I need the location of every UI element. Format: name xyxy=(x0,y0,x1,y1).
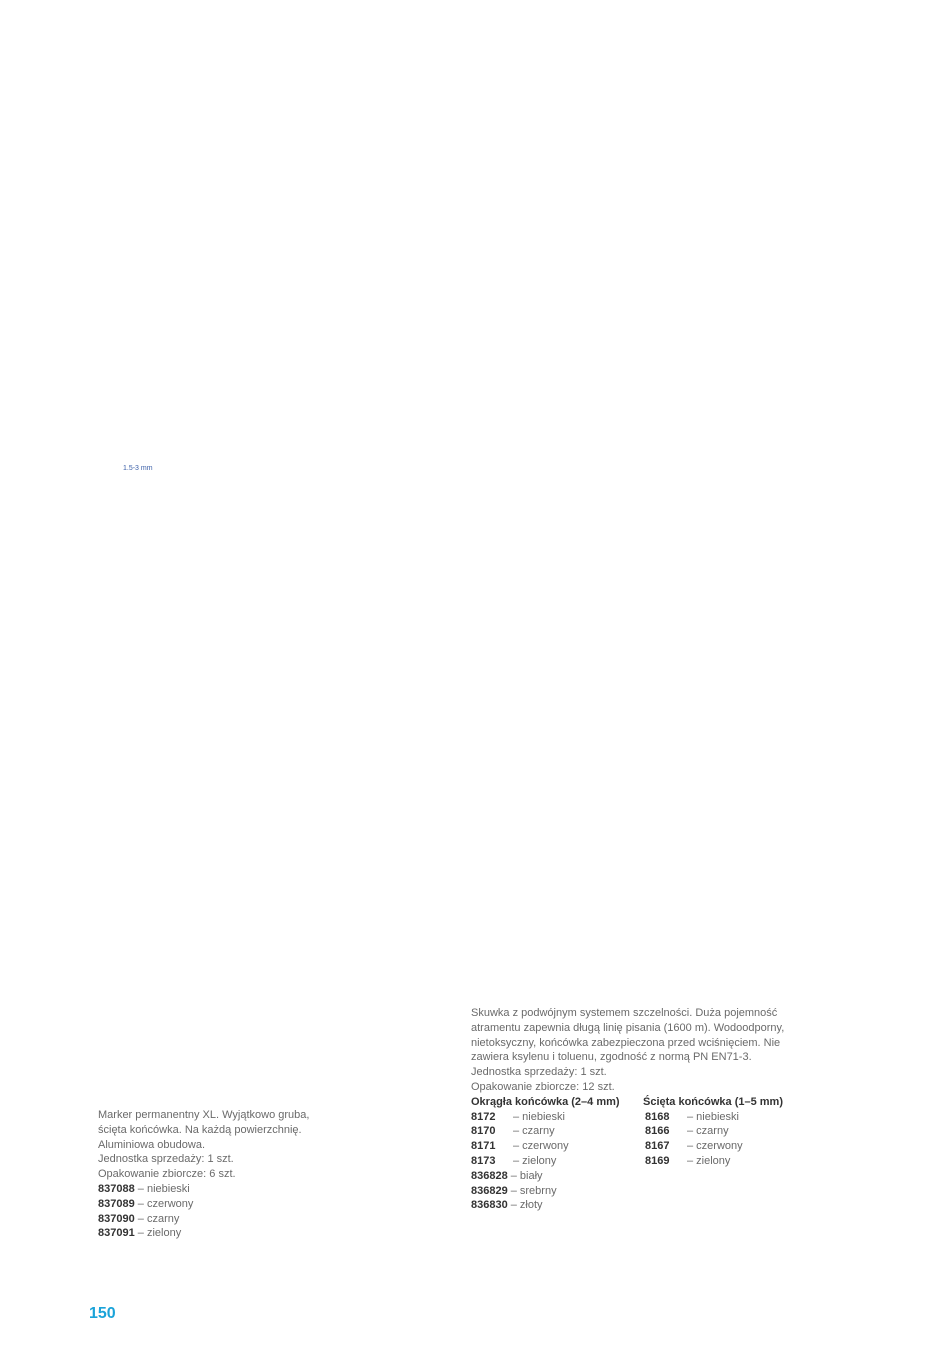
variant-item xyxy=(645,1154,795,1169)
variant-color: – niebieski xyxy=(513,1110,565,1123)
product-code: 836830 xyxy=(471,1199,508,1212)
variant-item xyxy=(645,1139,795,1154)
description-line: zawiera ksylenu i toluenu, zgodność z normą PN EN71-3. xyxy=(471,1051,752,1064)
variant-item xyxy=(471,1110,645,1125)
description-line: Jednostka sprzedaży: 1 szt. xyxy=(471,1066,607,1079)
description-line: Opakowanie zbiorcze: 6 szt. xyxy=(98,1168,236,1181)
variant-item xyxy=(471,1169,645,1184)
product-code: 8171 xyxy=(471,1140,496,1153)
variant-color: – czerwony xyxy=(134,1197,194,1210)
variant-color: – czarny xyxy=(513,1125,555,1138)
variant-columns xyxy=(471,1110,811,1214)
variant-color: – srebrny xyxy=(510,1184,557,1197)
variant-item xyxy=(98,1197,338,1212)
variant-item xyxy=(471,1124,645,1139)
product-code: 8172 xyxy=(471,1110,496,1123)
variant-color: – czarny xyxy=(687,1125,729,1138)
variant-color: – niebieski xyxy=(687,1110,739,1123)
product-code: 837091 xyxy=(98,1227,135,1240)
variant-item xyxy=(471,1139,645,1154)
variant-item xyxy=(471,1198,645,1213)
variant-item xyxy=(98,1212,338,1227)
page-number: 150 xyxy=(89,1305,116,1322)
tip-headings xyxy=(471,1095,811,1110)
variant-item xyxy=(645,1124,795,1139)
product-code: 836829 xyxy=(471,1184,508,1197)
variant-color: – czarny xyxy=(134,1212,180,1225)
variant-color: – czerwony xyxy=(687,1140,743,1153)
variant-color: – niebieski xyxy=(134,1182,190,1195)
description-line: Marker permanentny XL. Wyjątkowo gruba, xyxy=(98,1109,310,1121)
cut-tip-heading: Ścięta końcówka (1–5 mm) xyxy=(643,1095,784,1108)
round-tip-heading: Okrągła końcówka (2–4 mm) xyxy=(471,1095,620,1108)
variant-item xyxy=(98,1182,338,1197)
variant-item xyxy=(98,1226,338,1241)
variant-color: – zielony xyxy=(513,1154,557,1167)
description-line: ścięta końcówka. Na każdą powierzchnię. xyxy=(98,1123,302,1136)
description-text xyxy=(471,1006,811,1095)
product-code: 8167 xyxy=(645,1140,670,1153)
left-product-description xyxy=(98,1108,338,1241)
product-code: 8168 xyxy=(645,1110,670,1123)
description-line: nietoksyczny, końcówka zabezpieczona przed wciśnięciem. Nie xyxy=(471,1036,781,1049)
variant-color: – złoty xyxy=(510,1199,543,1212)
product-code: 8170 xyxy=(471,1125,496,1138)
product-code: 837089 xyxy=(98,1197,135,1210)
product-code: 837088 xyxy=(98,1182,135,1195)
round-tip-list xyxy=(471,1110,645,1214)
product-code: 837090 xyxy=(98,1212,135,1225)
description-line: atramentu zapewnia długą linię pisania (1600 m). Wodoodporny, xyxy=(471,1021,785,1034)
variant-color: – biały xyxy=(510,1169,543,1182)
variant-color: – czerwony xyxy=(513,1140,569,1153)
variant-item xyxy=(471,1154,645,1169)
description-line: Jednostka sprzedaży: 1 szt. xyxy=(98,1153,234,1166)
product-code: 836828 xyxy=(471,1169,508,1182)
variant-color: – zielony xyxy=(687,1154,731,1167)
cut-tip-list xyxy=(645,1110,795,1214)
description-line: Opakowanie zbiorcze: 12 szt. xyxy=(471,1080,615,1093)
tip-size-label: 1.5-3 mm xyxy=(123,465,153,472)
description-line: Aluminiowa obudowa. xyxy=(98,1138,206,1151)
description-line: Skuwka z podwójnym systemem szczelności. Duża pojemność xyxy=(471,1007,778,1019)
variant-item xyxy=(471,1184,645,1199)
variant-item xyxy=(645,1110,795,1125)
variant-color: – zielony xyxy=(134,1227,182,1240)
product-code: 8166 xyxy=(645,1125,670,1138)
product-code: 8169 xyxy=(645,1154,670,1167)
product-code: 8173 xyxy=(471,1154,496,1167)
right-product-description xyxy=(471,1006,811,1213)
